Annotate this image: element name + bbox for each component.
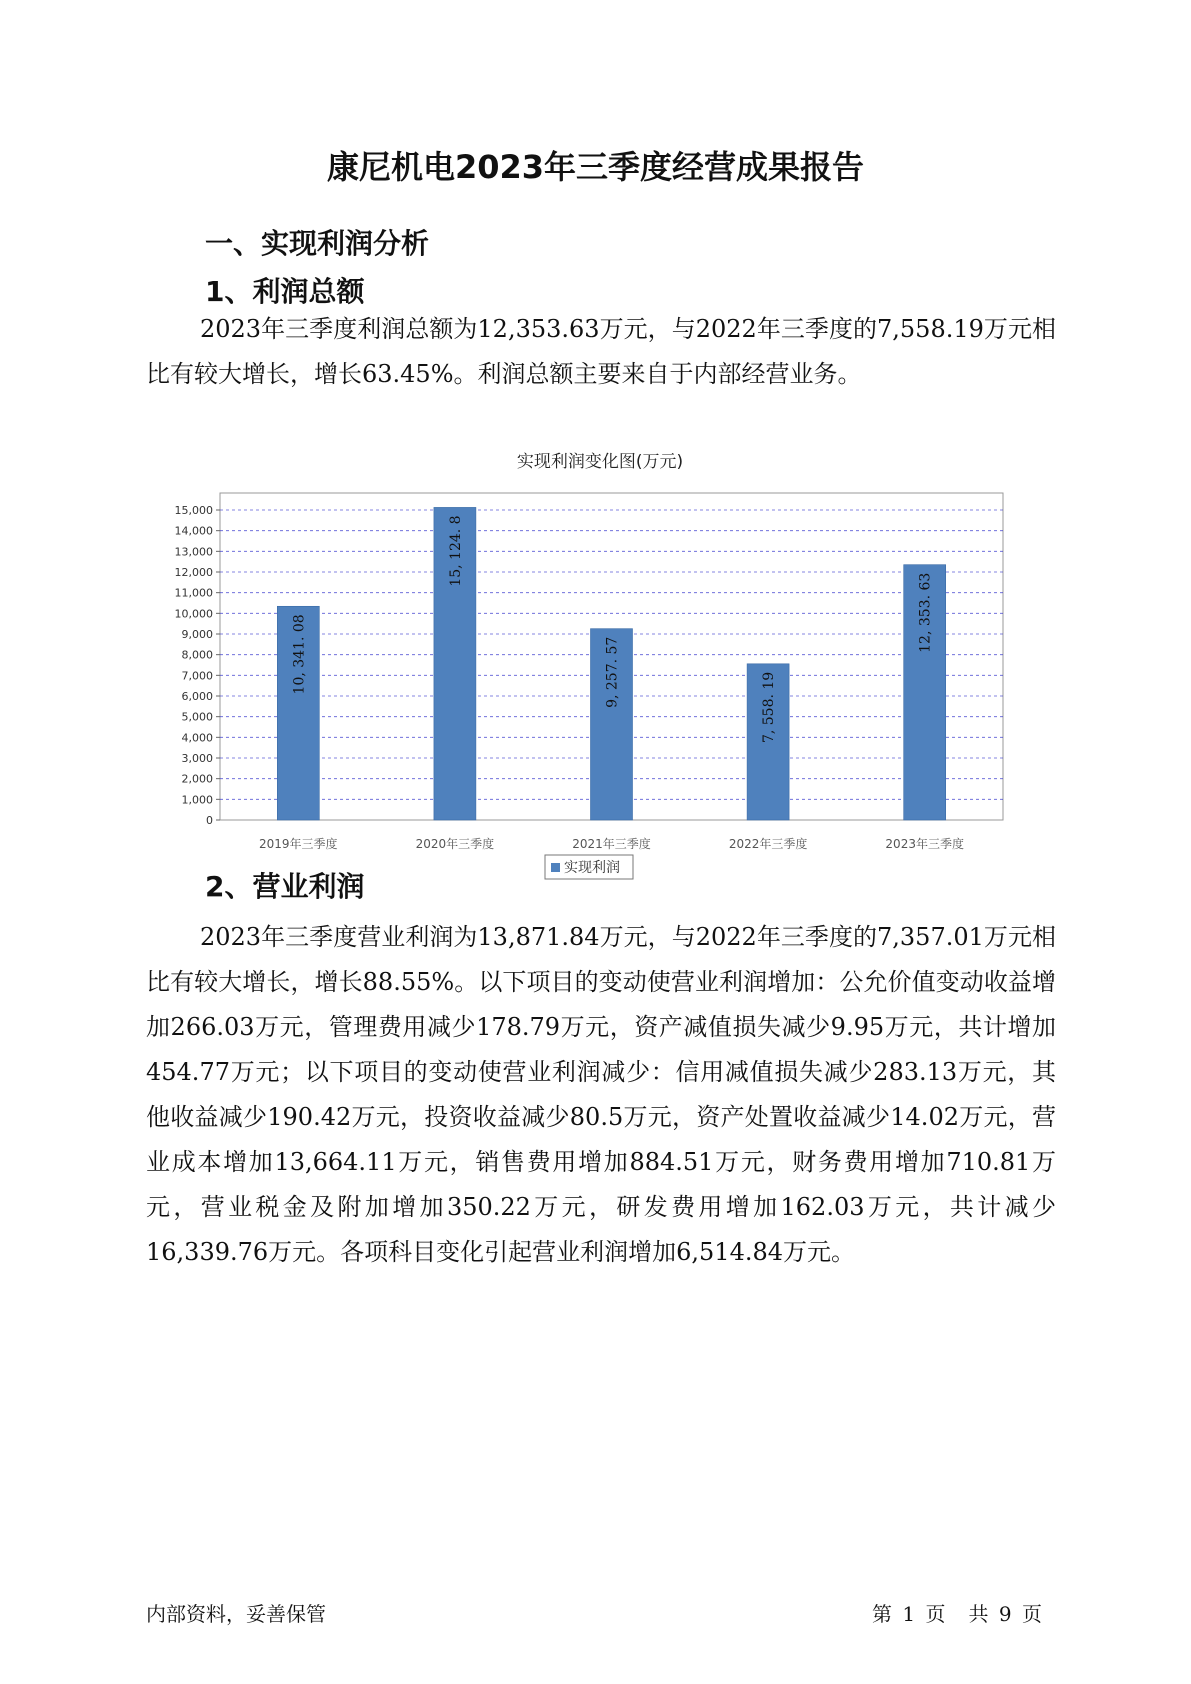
y-tick-label: 12,000	[174, 566, 213, 579]
y-tick-label: 11,000	[174, 586, 213, 600]
bar-data-label: 10, 341. 08	[291, 614, 308, 695]
chart-title: 实现利润变化图(万元)	[516, 452, 684, 472]
x-category-label: 2021年三季度	[572, 837, 651, 851]
y-tick-label: 13,000	[174, 545, 213, 559]
y-tick-label: 15,000	[174, 504, 213, 517]
y-tick-label: 4,000	[181, 731, 213, 745]
paragraph-total-profit: 2023年三季度利润总额为12,353.63万元，与2022年三季度的7,558.19万元相比有较大增长，增长63.45%。利润总额主要来自于内部经营业务。	[146, 315, 1056, 388]
total-pages: 9	[998, 1602, 1012, 1626]
y-tick-label: 9,000	[181, 628, 213, 641]
bar-data-label: 7, 558. 19	[761, 671, 778, 744]
footer-page-info	[870, 1598, 1044, 1627]
y-tick-label: 8,000	[181, 648, 213, 662]
page-label-prefix: 第	[872, 1602, 893, 1626]
y-tick-label: 5,000	[181, 710, 213, 724]
bar-data-label: 12, 353. 63	[917, 572, 934, 653]
profit-bar-chart	[150, 445, 1050, 905]
report-title: 康尼机电2023年三季度经营成果报告	[326, 148, 865, 186]
total-label-prefix: 共	[968, 1602, 989, 1626]
section-heading-profit-analysis: 一、实现利润分析	[205, 227, 430, 260]
y-tick-label: 7,000	[181, 669, 213, 683]
x-category-label: 2019年三季度	[259, 837, 338, 851]
paragraph-operating-profit: 2023年三季度营业利润为13,871.84万元，与2022年三季度的7,357.01万元相比有较大增长，增长88.55%。以下项目的变动使营业利润增加：公允价值变动收益增加266.03万元，管理费用减少178.79万元，资产减值损失减少9.95万元，共计增加454.77万元；以下项目的变动使营业利润减少：信用减值损失减少283.13万元，其他收益减少190.42万元，投资收益减少80.5万元，资产处置收益减少14.02万元，营业成本增加13,664.11万元，销售费用增加884.51万元，财务费用增加710.81万元，营业税金及附加增加350.22万元，研发费用增加162.03万元，共计减少16,339.76万元。各项科目变化引起营业利润增加6,514.84万元。	[146, 923, 1056, 1266]
y-tick-label: 0	[206, 814, 213, 827]
footer-confidential-note: 内部资料，妥善保管	[146, 1602, 326, 1626]
y-tick-label: 2,000	[181, 772, 213, 786]
legend-swatch	[551, 863, 560, 872]
x-category-label: 2022年三季度	[728, 837, 808, 851]
total-label-suffix: 页	[1022, 1602, 1042, 1626]
y-tick-label: 6,000	[181, 690, 213, 703]
x-category-label: 2020年三季度	[415, 837, 495, 851]
subheading-operating-profit: 2、营业利润	[205, 870, 365, 903]
chart-svg	[150, 445, 1050, 905]
y-tick-label: 3,000	[181, 752, 213, 765]
bar-data-label: 15, 124. 8	[447, 515, 464, 587]
x-category-label: 2023年三季度	[885, 837, 964, 851]
y-tick-label: 10,000	[174, 607, 213, 621]
page-number: 1	[902, 1602, 916, 1626]
subheading-total-profit: 1、利润总额	[205, 275, 365, 308]
page-label-suffix: 页	[925, 1602, 946, 1626]
y-tick-label: 1,000	[181, 793, 213, 807]
bar-data-label: 9, 257. 57	[604, 636, 621, 708]
y-tick-label: 14,000	[174, 524, 213, 538]
legend-label: 实现利润	[564, 860, 620, 876]
